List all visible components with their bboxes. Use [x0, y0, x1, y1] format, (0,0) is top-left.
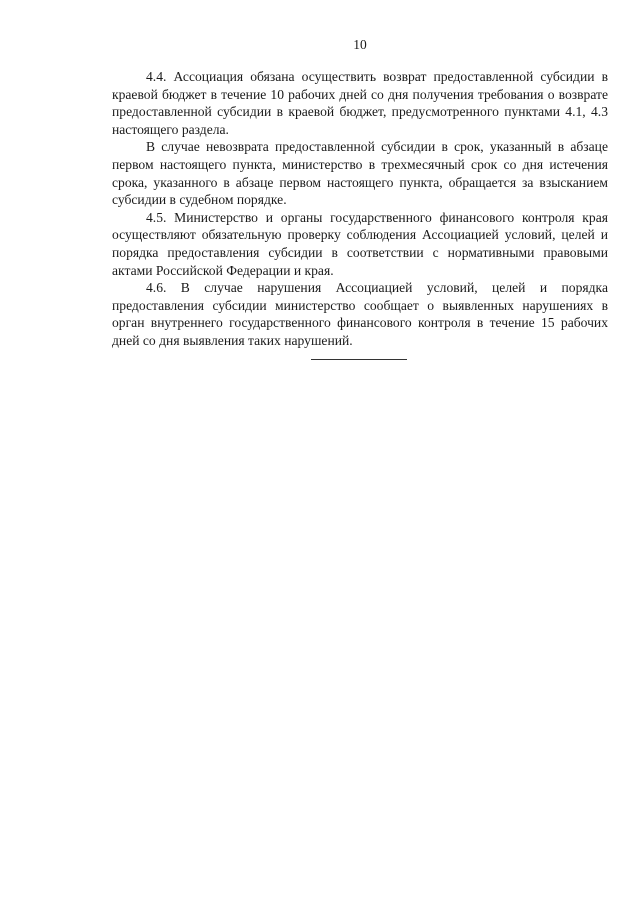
document-body	[112, 68, 608, 350]
page-number: 10	[353, 37, 367, 52]
paragraph-4-6: 4.6. В случае нарушения Ассоциацией условий, целей и порядка предоставления субсидии министерство сообщает о выявленных нарушениях в орган внутреннего государственного финансового контроля в течение 15 рабочих дней со дня выявления таких нарушений.	[112, 280, 608, 348]
paragraph-4-4: 4.4. Ассоциация обязана осуществить возврат предоставленной субсидии в краевой бюджет в течение 10 рабочих дней со дня получения требования о возврате предоставленной субсидии в краевой бюджет, предусмотренного пунктами 4.1, 4.3 настоящего раздела.	[112, 69, 608, 137]
paragraph-4-4-refund-failure: В случае невозврата предоставленной субсидии в срок, указанный в абзаце первом настоящего пункта, министерство в трехмесячный срок со дня истечения срока, указанного в абзаце первом настоящего пункта, обращается за взысканием субсидии в судебном порядке.	[112, 139, 608, 208]
end-of-document-rule	[311, 359, 407, 360]
paragraph-4-5: 4.5. Министерство и органы государственного финансового контроля края осуществляют обязательную проверку соблюдения Ассоциацией условий, целей и порядка предоставления субсидии в соответствии с нормативными правовыми актами Российской Федерации и края.	[112, 209, 608, 278]
